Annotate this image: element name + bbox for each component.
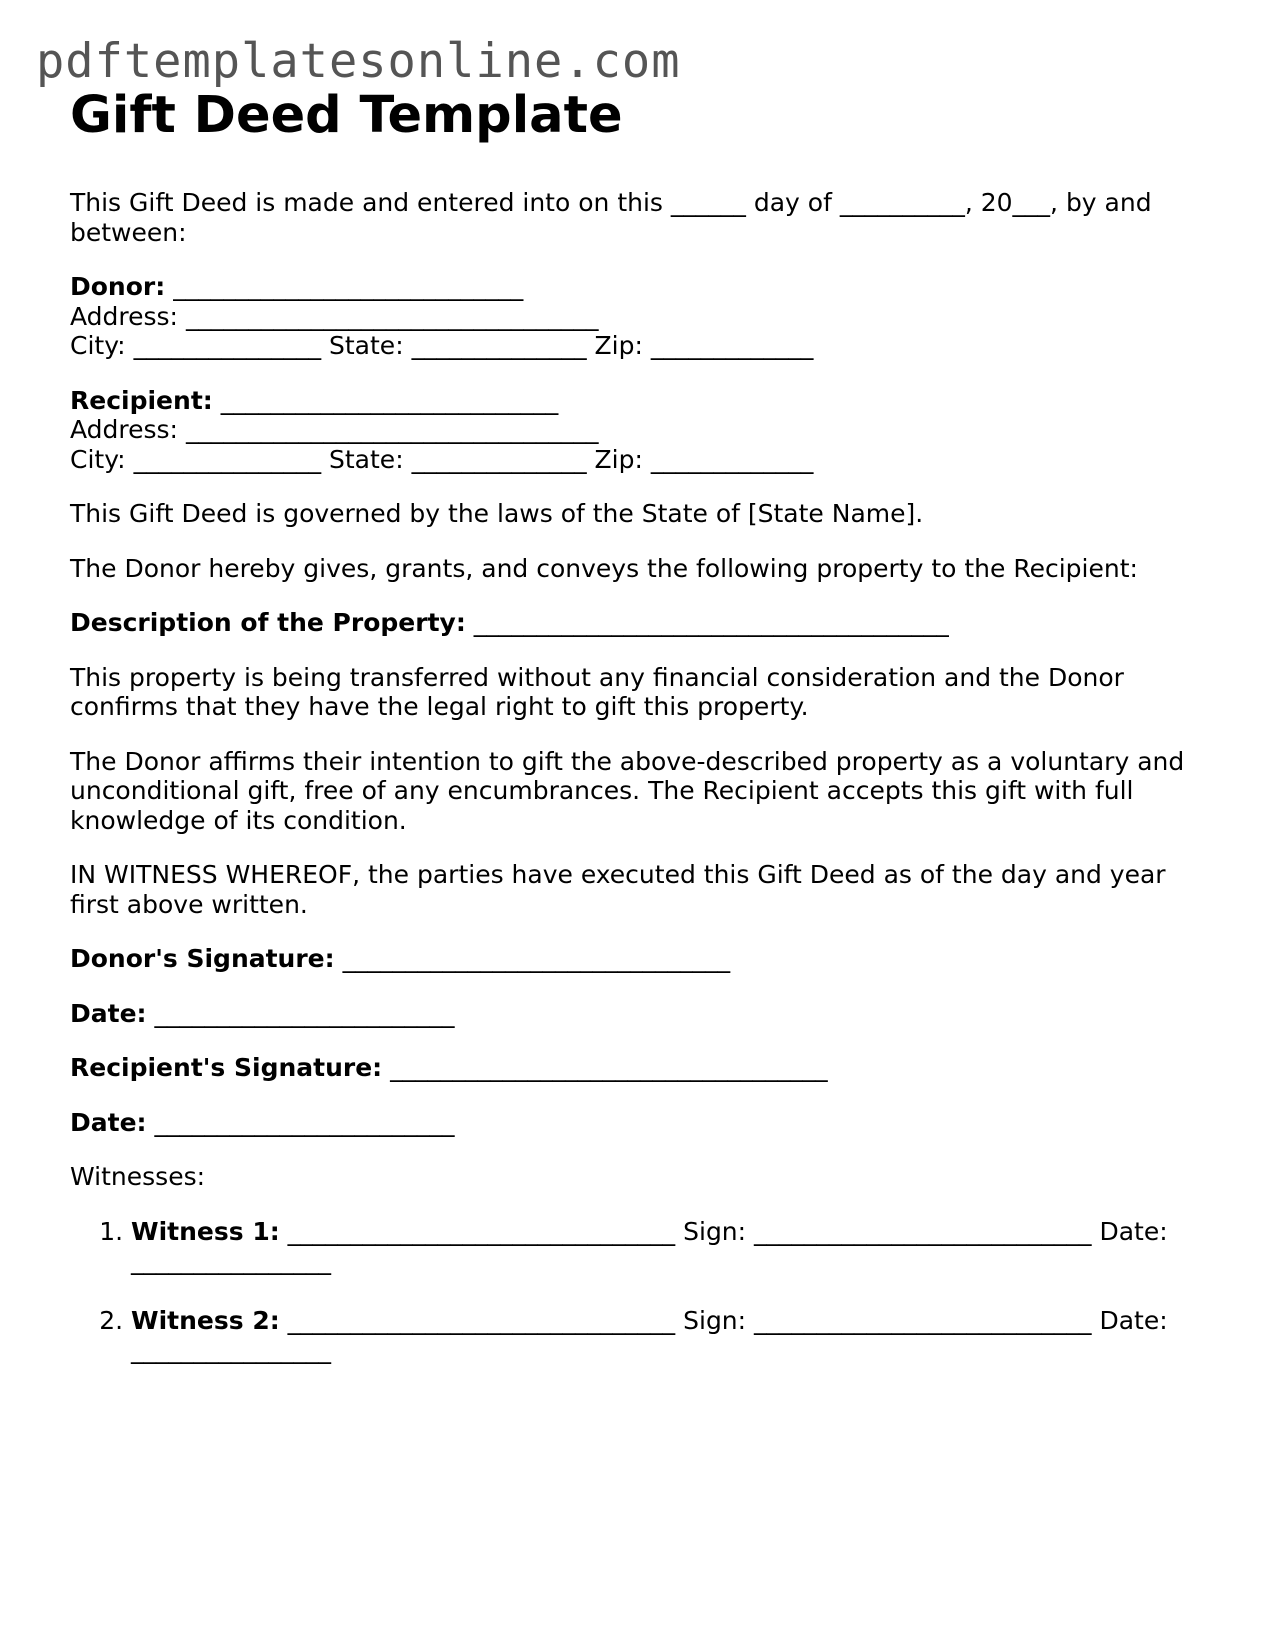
witness-clause-paragraph: IN WITNESS WHEREOF, the parties have executed this Gift Deed as of the day and year first above written. — [70, 860, 1166, 919]
witness-date-field[interactable]: ________________ — [131, 1246, 331, 1275]
recipient-city-label: City: — [70, 444, 126, 474]
recipient-signature-line — [70, 1053, 1210, 1083]
recipient-address-field[interactable]: _________________________________ — [185, 415, 599, 444]
recipient-address-line — [70, 415, 1210, 445]
witness-sign-label: Sign: — [683, 1216, 747, 1246]
witness-label: Witness 1: — [131, 1216, 280, 1246]
donor-city-line — [70, 331, 1210, 361]
recipient-name-field[interactable]: ___________________________ — [220, 385, 559, 415]
recipient-city-field[interactable]: _______________ — [133, 444, 322, 474]
intro-text-end: , by and between: — [70, 188, 1152, 247]
witness-date-label: Date: — [1099, 1216, 1168, 1246]
month-field[interactable]: __________ — [839, 188, 965, 217]
donor-label: Donor: — [70, 272, 166, 301]
recipient-date-field[interactable]: ________________________ — [154, 1107, 455, 1137]
witness-date-field[interactable]: ________________ — [131, 1335, 331, 1364]
recipient-name-line — [70, 386, 1210, 416]
affirmation-paragraph: The Donor affirms their intention to gift the above-described property as a voluntary and unconditional gift, free of any encumbrances. The Recipient accepts this gift with full knowledge of its condition. — [70, 746, 1185, 835]
donor-state-field[interactable]: ______________ — [411, 331, 587, 360]
donor-name-line — [70, 272, 1210, 302]
document-title: Gift Deed Template — [70, 86, 623, 145]
donor-address-field[interactable]: _________________________________ — [185, 301, 599, 331]
recipient-date-line — [70, 1108, 1210, 1138]
recipient-label: Recipient: — [70, 385, 213, 415]
donor-signature-line — [70, 944, 1210, 974]
witness-sign-field[interactable]: ___________________________ — [754, 1216, 1092, 1246]
witness-name-field[interactable]: _______________________________ — [287, 1305, 676, 1335]
recipient-city-line — [70, 445, 1210, 475]
witness-item — [131, 1306, 1210, 1365]
witness-item — [131, 1217, 1210, 1276]
recipient-zip-field[interactable]: _____________ — [650, 444, 814, 474]
governing-law-paragraph: This Gift Deed is governed by the laws of the State of [State Name]. — [70, 499, 924, 528]
document-page — [70, 86, 1210, 1395]
year-field[interactable]: ___ — [1012, 188, 1051, 217]
donor-city-label: City: — [70, 331, 126, 360]
recipient-state-label: State: — [329, 444, 404, 474]
donor-address-label: Address: — [70, 301, 178, 331]
recipient-date-label: Date: — [70, 1107, 147, 1137]
donor-date-line — [70, 999, 1210, 1029]
donor-city-field[interactable]: _______________ — [133, 331, 322, 360]
donor-date-field[interactable]: ________________________ — [154, 998, 455, 1028]
donor-address-line — [70, 302, 1210, 332]
donor-signature-field[interactable]: _______________________________ — [342, 944, 731, 973]
donor-state-label: State: — [329, 331, 404, 360]
witness-sign-field[interactable]: ___________________________ — [754, 1305, 1092, 1335]
donor-date-label: Date: — [70, 998, 147, 1028]
recipient-signature-field[interactable]: ___________________________________ — [390, 1053, 828, 1082]
recipient-section — [70, 386, 1210, 475]
conveyance-paragraph: The Donor hereby gives, grants, and conveys the following property to the Recipient: — [70, 553, 1138, 583]
donor-section — [70, 272, 1210, 361]
recipient-zip-label: Zip: — [594, 444, 643, 474]
recipient-state-field[interactable]: ______________ — [411, 444, 587, 474]
intro-paragraph — [70, 188, 1210, 247]
intro-year-prefix: , 20 — [964, 188, 1013, 217]
witnesses-heading: Witnesses: — [70, 1162, 206, 1191]
watermark: pdftemplatesonline.com — [36, 34, 681, 89]
witness-list — [70, 1217, 1210, 1365]
day-field[interactable]: ______ — [670, 188, 746, 217]
property-description-line — [70, 608, 1210, 638]
witness-sign-label: Sign: — [683, 1305, 747, 1335]
donor-zip-field[interactable]: _____________ — [650, 331, 814, 360]
recipient-address-label: Address: — [70, 415, 178, 444]
donor-zip-label: Zip: — [594, 331, 643, 360]
property-label: Description of the Property: — [70, 608, 466, 637]
witness-label: Witness 2: — [131, 1305, 280, 1335]
intro-text-start: This Gift Deed is made and entered into on this — [70, 188, 663, 217]
intro-day-of: day of — [753, 188, 832, 217]
recipient-signature-label: Recipient's Signature: — [70, 1053, 383, 1082]
donor-name-field[interactable]: ____________________________ — [173, 272, 524, 301]
witness-name-field[interactable]: _______________________________ — [287, 1216, 676, 1246]
property-description-field[interactable]: ______________________________________ — [473, 608, 949, 637]
consideration-paragraph: This property is being transferred without any financial consideration and the Donor confirms that they have the legal right to gift this property. — [70, 662, 1124, 721]
donor-signature-label: Donor's Signature: — [70, 944, 335, 973]
witness-date-label: Date: — [1099, 1305, 1168, 1335]
